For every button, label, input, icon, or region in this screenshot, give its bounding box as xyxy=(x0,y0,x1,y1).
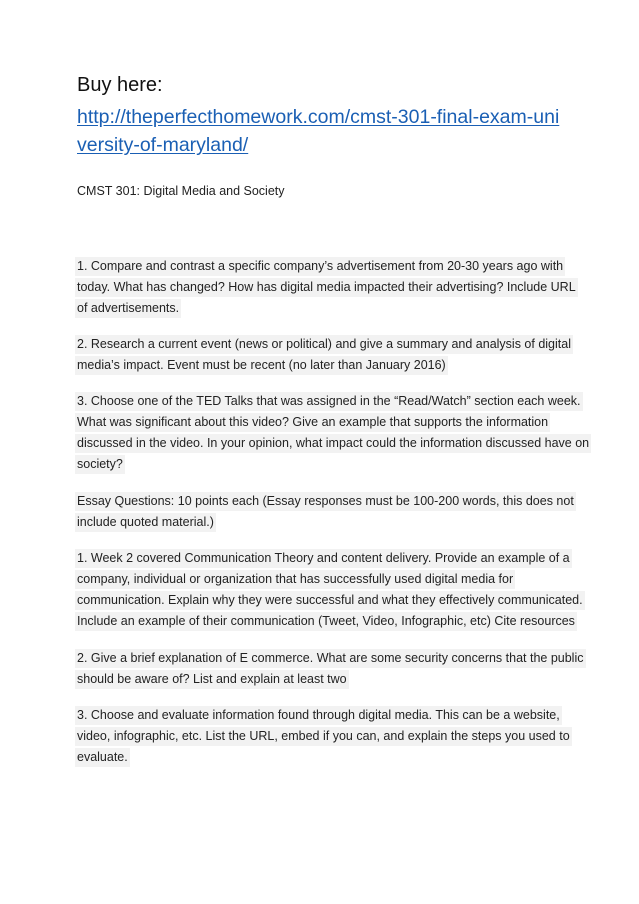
course-title: CMST 301: Digital Media and Society xyxy=(77,184,285,198)
question-text-line: discussed in the video. In your opinion, what impact could the information discussed have on xyxy=(75,434,591,453)
essay-question-2 xyxy=(77,648,584,690)
essay-heading-line: Essay Questions: 10 points each (Essay responses must be 100-200 words, this does not xyxy=(75,492,576,511)
question-text-line: company, individual or organization that has successfully used digital media for xyxy=(75,570,515,589)
question-text-line: society? xyxy=(75,455,125,474)
question-text-line: video, infographic, etc. List the URL, embed if you can, and explain the steps you used to xyxy=(75,727,572,746)
purchase-link-line-2[interactable]: versity-of-maryland/ xyxy=(77,134,249,156)
question-text-line: evaluate. xyxy=(75,748,130,767)
question-text-line: should be aware of? List and explain at least two xyxy=(75,670,349,689)
assignment-question-3 xyxy=(77,391,590,475)
question-text-line: 2. Give a brief explanation of E commerce. What are some security concerns that the public xyxy=(75,649,586,668)
question-text-line: 2. Research a current event (news or political) and give a summary and analysis of digital xyxy=(75,335,573,354)
question-text-line: 1. Week 2 covered Communication Theory and content delivery. Provide an example of a xyxy=(75,549,572,568)
essay-heading-line: include quoted material.) xyxy=(75,513,216,532)
buy-here-label: Buy here: xyxy=(77,74,163,96)
question-text-line: Include an example of their communication (Tweet, Video, Infographic, etc) Cite resources xyxy=(75,612,577,631)
assignment-question-1 xyxy=(77,256,576,319)
question-text-line: communication. Explain why they were successful and what they effectively communicated. xyxy=(75,591,585,610)
question-text-line: of advertisements. xyxy=(75,299,181,318)
essay-question-1 xyxy=(77,548,583,632)
assignment-question-2 xyxy=(77,334,571,376)
question-text-line: 3. Choose and evaluate information found through digital media. This can be a website, xyxy=(75,706,562,725)
question-text-line: 1. Compare and contrast a specific company’s advertisement from 20-30 years ago with xyxy=(75,257,565,276)
essay-questions-heading xyxy=(77,491,574,533)
essay-question-3 xyxy=(77,705,570,768)
purchase-link-line-1[interactable]: http://theperfecthomework.com/cmst-301-final-exam-uni xyxy=(77,106,560,128)
question-text-line: media’s impact. Event must be recent (no later than January 2016) xyxy=(75,356,448,375)
question-text-line: today. What has changed? How has digital media impacted their advertising? Include URL xyxy=(75,278,578,297)
question-text-line: What was significant about this video? Give an example that supports the information xyxy=(75,413,550,432)
question-text-line: 3. Choose one of the TED Talks that was assigned in the “Read/Watch” section each week. xyxy=(75,392,583,411)
